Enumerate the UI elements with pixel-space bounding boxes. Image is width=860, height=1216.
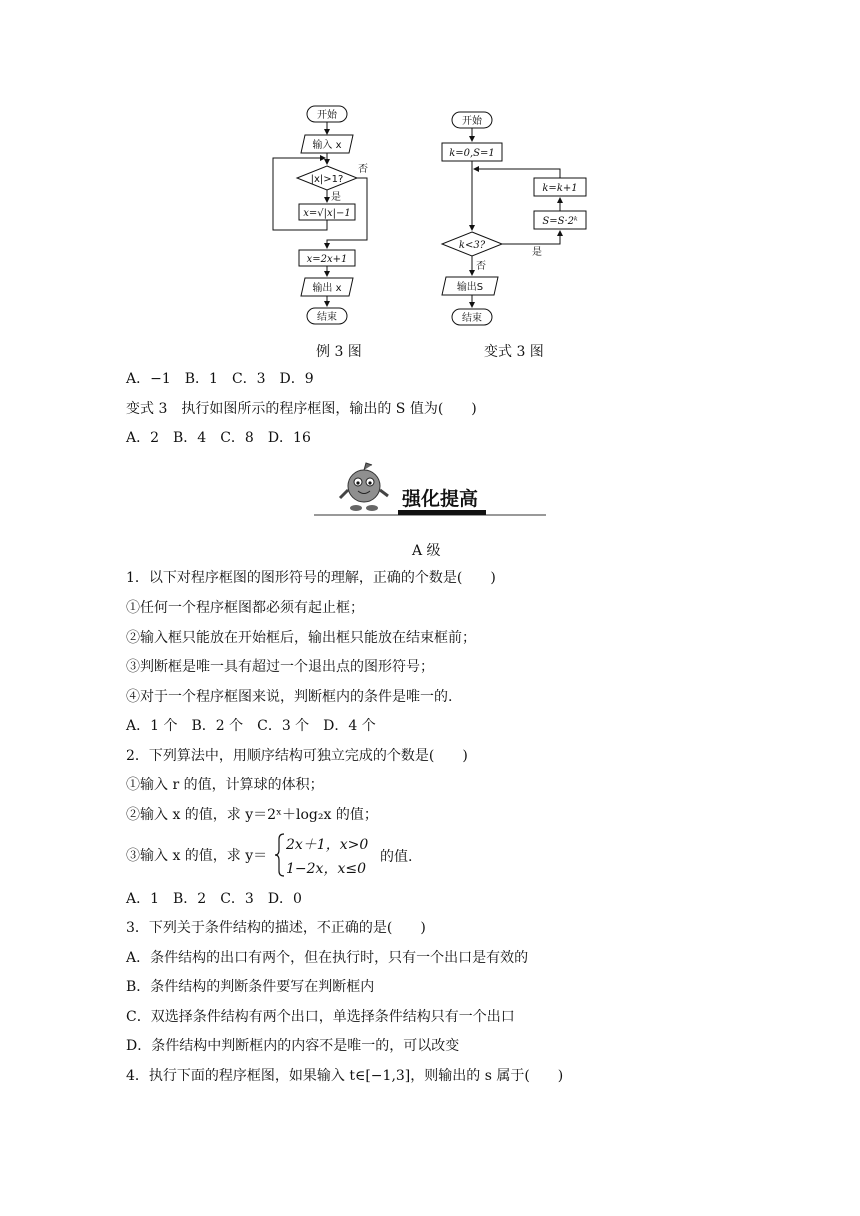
fc1-end: 结束 bbox=[317, 312, 337, 323]
fc1-yes: 是 bbox=[331, 192, 341, 203]
piecewise-case-1: 2x＋1，x>0 bbox=[286, 837, 369, 853]
fc2-output: 输出S bbox=[456, 282, 484, 293]
q1-item-3: ③判断框是唯一具有超过一个退出点的图形符号； bbox=[126, 659, 434, 675]
flowchart-variant-3 bbox=[430, 105, 590, 335]
fc2-yes: 是 bbox=[532, 247, 542, 258]
fc2-no: 否 bbox=[476, 261, 486, 272]
fc2-init: k=0,S=1 bbox=[449, 148, 495, 159]
q2-item-2: ②输入 x 的值，求 y＝2ˣ＋log₂x 的值； bbox=[126, 807, 378, 823]
level-heading: A 级 bbox=[412, 543, 441, 559]
fc2-update: S=S·2ᵏ bbox=[542, 216, 578, 227]
fc1-assign1: x=√|x|−1 bbox=[303, 208, 351, 219]
q2-options: A．1 B．2 C．3 D．0 bbox=[126, 891, 302, 907]
q1-item-4: ④对于一个程序框图来说，判断框内的条件是唯一的. bbox=[126, 689, 453, 705]
piecewise-case-2: 1−2x，x≤0 bbox=[286, 861, 366, 877]
flowchart-example-3 bbox=[265, 100, 385, 335]
fc1-assign2: x=2x+1 bbox=[306, 254, 348, 265]
fc1-no: 否 bbox=[358, 164, 368, 175]
fc1-input: 输入 x bbox=[312, 140, 342, 151]
q1-item-1: ①任何一个程序框图都必须有起止框； bbox=[126, 600, 364, 616]
fc1-caption: 例 3 图 bbox=[316, 344, 362, 360]
fc1-output: 输出 x bbox=[312, 283, 342, 294]
q1-item-2: ②输入框只能放在开始框后，输出框只能放在结束框前； bbox=[126, 630, 476, 646]
fc1-cond: |x|>1? bbox=[310, 174, 344, 185]
variant-3-options: A．2 B．4 C．8 D．16 bbox=[126, 430, 311, 446]
q1-options: A．1 个 B．2 个 C．3 个 D．4 个 bbox=[126, 718, 376, 734]
q1-stem: 1．以下对程序框图的图形符号的理解，正确的个数是( ) bbox=[126, 570, 496, 586]
q3-option-d: D．条件结构中判断框内的内容不是唯一的，可以改变 bbox=[126, 1038, 460, 1054]
banner-title: 强化提高 bbox=[402, 488, 479, 510]
q4-stem: 4．执行下面的程序框图，如果输入 t∈[−1,3]，则输出的 s 属于( ) bbox=[126, 1068, 564, 1084]
fc2-cond: k<3? bbox=[458, 240, 486, 251]
q3-option-b: B．条件结构的判断条件要写在判断框内 bbox=[126, 979, 375, 995]
piecewise-brace-icon bbox=[275, 833, 285, 877]
q3-option-a: A．条件结构的出口有两个，但在执行时，只有一个出口是有效的 bbox=[126, 950, 529, 966]
q2-item-1: ①输入 r 的值，计算球的体积； bbox=[126, 777, 324, 793]
flowchart-example-3-svg bbox=[265, 100, 385, 335]
q2-stem: 2．下列算法中，用顺序结构可独立完成的个数是( ) bbox=[126, 748, 468, 764]
variant-3-question: 变式 3 执行如图所示的程序框图，输出的 S 值为( ) bbox=[126, 401, 477, 417]
fc2-end: 结束 bbox=[462, 313, 482, 324]
q3-option-c: C．双选择条件结构有两个出口，单选择条件结构只有一个出口 bbox=[126, 1009, 515, 1025]
fc2-start: 开始 bbox=[462, 116, 482, 127]
fc1-start: 开始 bbox=[317, 110, 337, 121]
flowchart-variant-3-svg bbox=[430, 105, 590, 335]
fc2-incr: k=k+1 bbox=[542, 183, 578, 194]
fc2-caption: 变式 3 图 bbox=[484, 344, 544, 360]
q2-item-3-suffix: 的值. bbox=[380, 849, 413, 865]
q2-item-3-prefix: ③输入 x 的值，求 y＝ bbox=[126, 848, 268, 864]
example-3-options: A．−1 B．1 C．3 D．9 bbox=[126, 371, 314, 387]
q3-stem: 3．下列关于条件结构的描述，不正确的是( ) bbox=[126, 920, 426, 936]
